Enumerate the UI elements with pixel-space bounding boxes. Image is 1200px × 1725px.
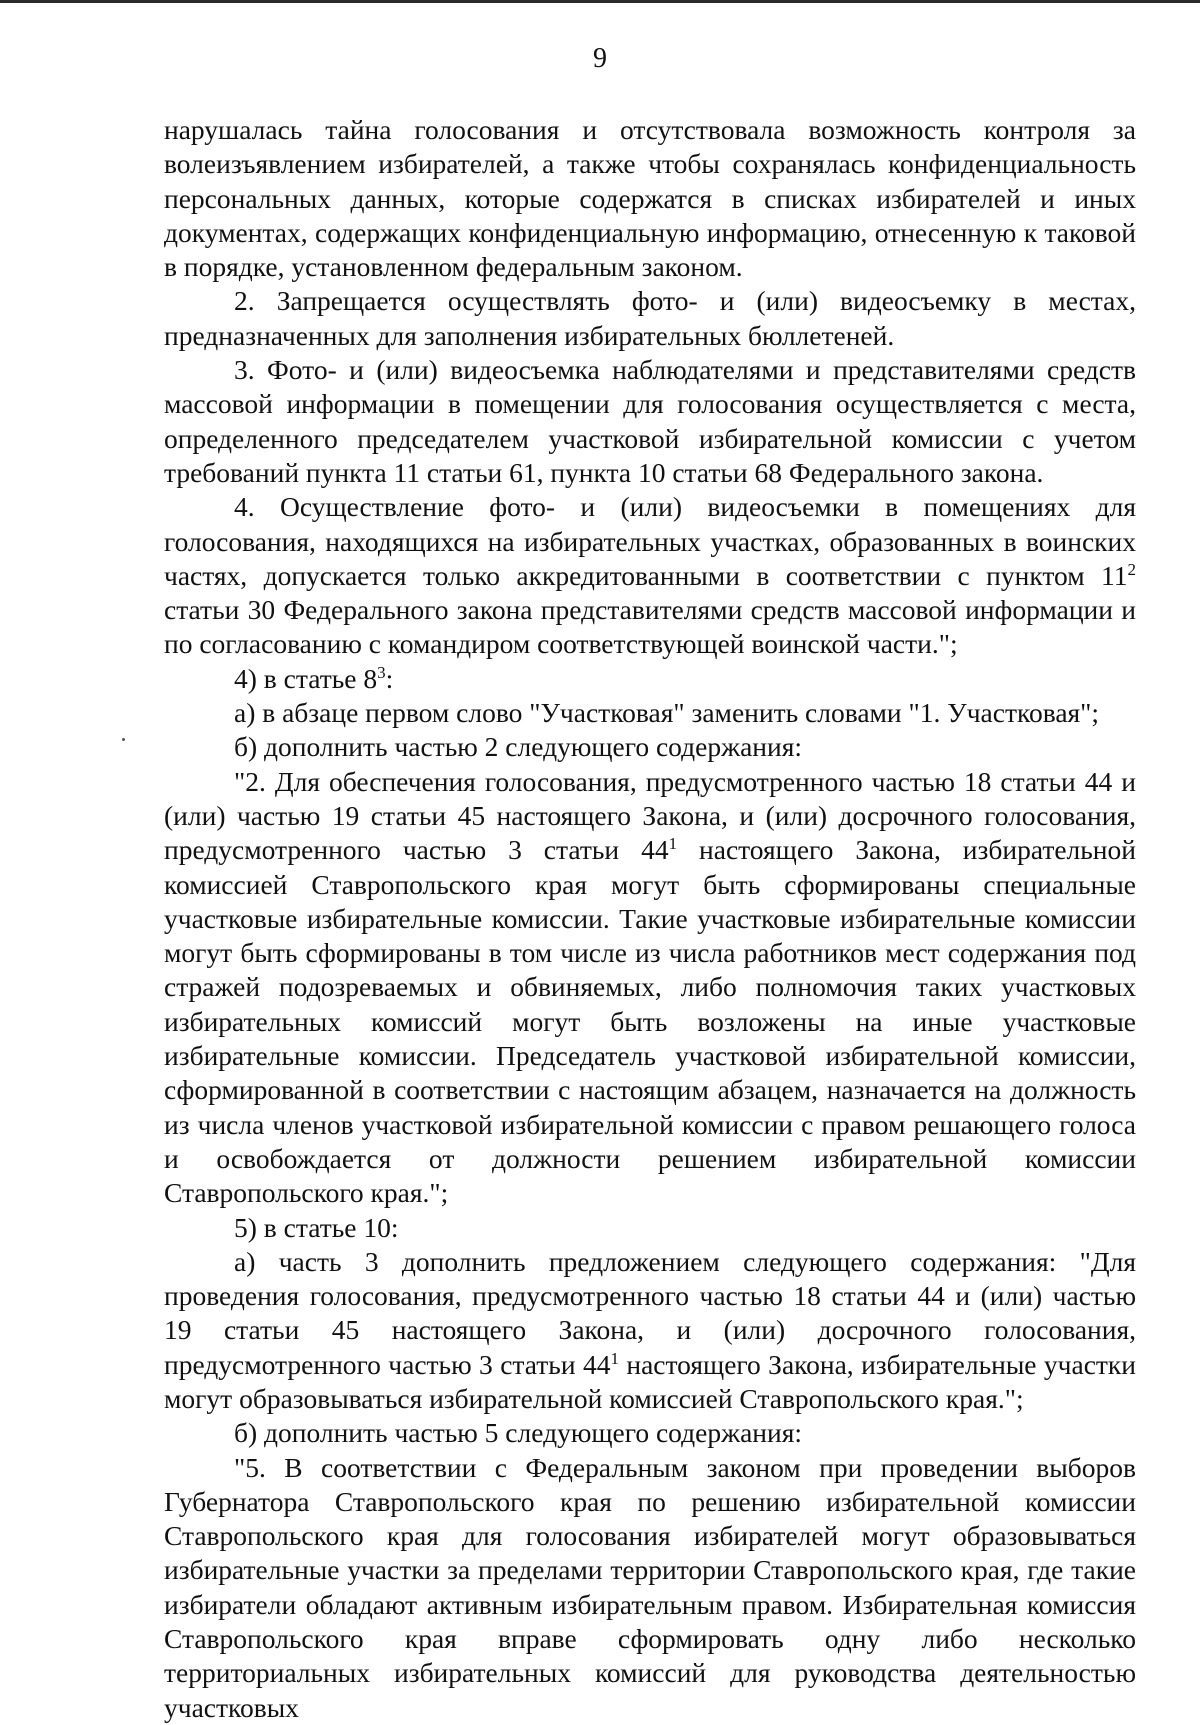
superscript: 1 [610, 1348, 619, 1368]
paragraph-part-5-polling-stations-abroad: "5. В соответствии с Федеральным законом при проведении выборов Губернатора Ставропольского края по решению избирательной комиссии Ставропольского края для голосования избирателей могут образовываться избирательные участки за пределами территории Ставропольского края, где такие избиратели обладают активным избирательным правом. Избирательная комиссия Ставропольского края вправе сформировать одну либо несколько территориальных избирательных комиссий для руководства деятельностью участковых [164, 1451, 1136, 1723]
paragraph-subitem-b-add-part-5: б) дополнить частью 5 следующего содержания: [234, 1417, 803, 1449]
paragraph-text: "2. Для обеспечения голосования, предусмотренного частью 18 статьи 44 и (или) частью 19 статьи 45 настоящего Закона, и (или) досрочного голосования, предусмотренного частью 3 статьи 44 [164, 765, 1136, 866]
paragraph-article-10: 5) в статье 10: [234, 1211, 399, 1243]
paragraph-item-2-photo-ban: 2. Запрещается осуществлять фото- и (или) видеосъемку в местах, предназначенных для заполнения избирательных бюллетеней. [164, 285, 1136, 351]
paragraph-text: настоящего Закона, избирательные участки могут образовываться избирательной комиссией Ставропольского края."; [164, 1348, 1137, 1414]
paragraph-text: а) часть 3 дополнить предложением следующего содержания: "Для проведения голосования, предусмотренного частью 18 статьи 44 и (или) частью 19 статьи 45 настоящего Закона, и (или) досрочного голосования, предусмотренного частью 3 статьи 44 [164, 1245, 1136, 1380]
paragraph-subitem-a-part-3 [164, 1245, 1136, 1416]
paragraph-text: 4) в статье 8 [234, 662, 378, 694]
paragraph-continuation: нарушалась тайна голосования и отсутствовала возможность контроля за волеизъявлением избирателей, а также чтобы сохранялась конфиденциальность персональных данных, которые содержатся в списках избирателей и иных документах, содержащих конфиденциальную информацию, отнесенную к таковой в порядке, установленном федеральным законом. [164, 114, 1136, 283]
margin-dot [122, 738, 125, 741]
paragraph-part-2-special-commissions [164, 765, 1136, 1211]
page-number: 9 [593, 43, 607, 74]
paragraph-subitem-a-replace-word: а) в абзаце первом слово "Участковая" заменить словами "1. Участковая"; [234, 697, 1100, 729]
top-border-line [0, 0, 1200, 3]
superscript: 3 [377, 662, 386, 682]
paragraph-item-4-military-units [164, 490, 1136, 661]
superscript: 1 [668, 834, 678, 854]
paragraph-text: настоящего Закона, избирательной комиссией Ставропольского края могут быть сформированы специальные участковые избирательные комиссии. Такие участковые избирательные комиссии могут быть сформированы в том числе из числа работников мест содержания под стражей подозреваемых и обвиняемых, либо полномочия таких участковых избирательных комиссий могут быть возложены на иные участковые избирательные комиссии. Председатель участковой избирательной комиссии, сформированной в соответствии с настоящим абзацем, назначается на должность из числа членов участковой избирательной комиссии с правом решающего голоса и освобождается от должности решением избирательной комиссии Ставропольского края."; [164, 834, 1136, 1209]
paragraph-text: статьи 30 Федерального закона представителями средств массовой информации и по согласованию с командиром соответствующей воинской части."; [164, 594, 1136, 660]
paragraph-item-3-photo-observers: 3. Фото- и (или) видеосъемка наблюдателями и представителями средств массовой информации в помещении для голосования осуществляется с места, определенного председателем участковой избирательной комиссии с учетом требований пункта 11 статьи 61, пункта 10 статьи 68 Федерального закона. [164, 354, 1136, 488]
paragraph-text: : [385, 662, 394, 694]
superscript: 2 [1127, 559, 1136, 579]
paragraph-article-8-3 [164, 662, 1136, 696]
paragraph-text: 4. Осуществление фото- и (или) видеосъемки в помещениях для голосования, находящихся на избирательных участках, образованных в воинских частях, допускается только аккредитованными в соответствии с пунктом 11 [164, 491, 1136, 591]
paragraph-subitem-b-add-part-2: б) дополнить частью 2 следующего содержания: [234, 731, 803, 763]
document-body [164, 113, 1136, 1725]
